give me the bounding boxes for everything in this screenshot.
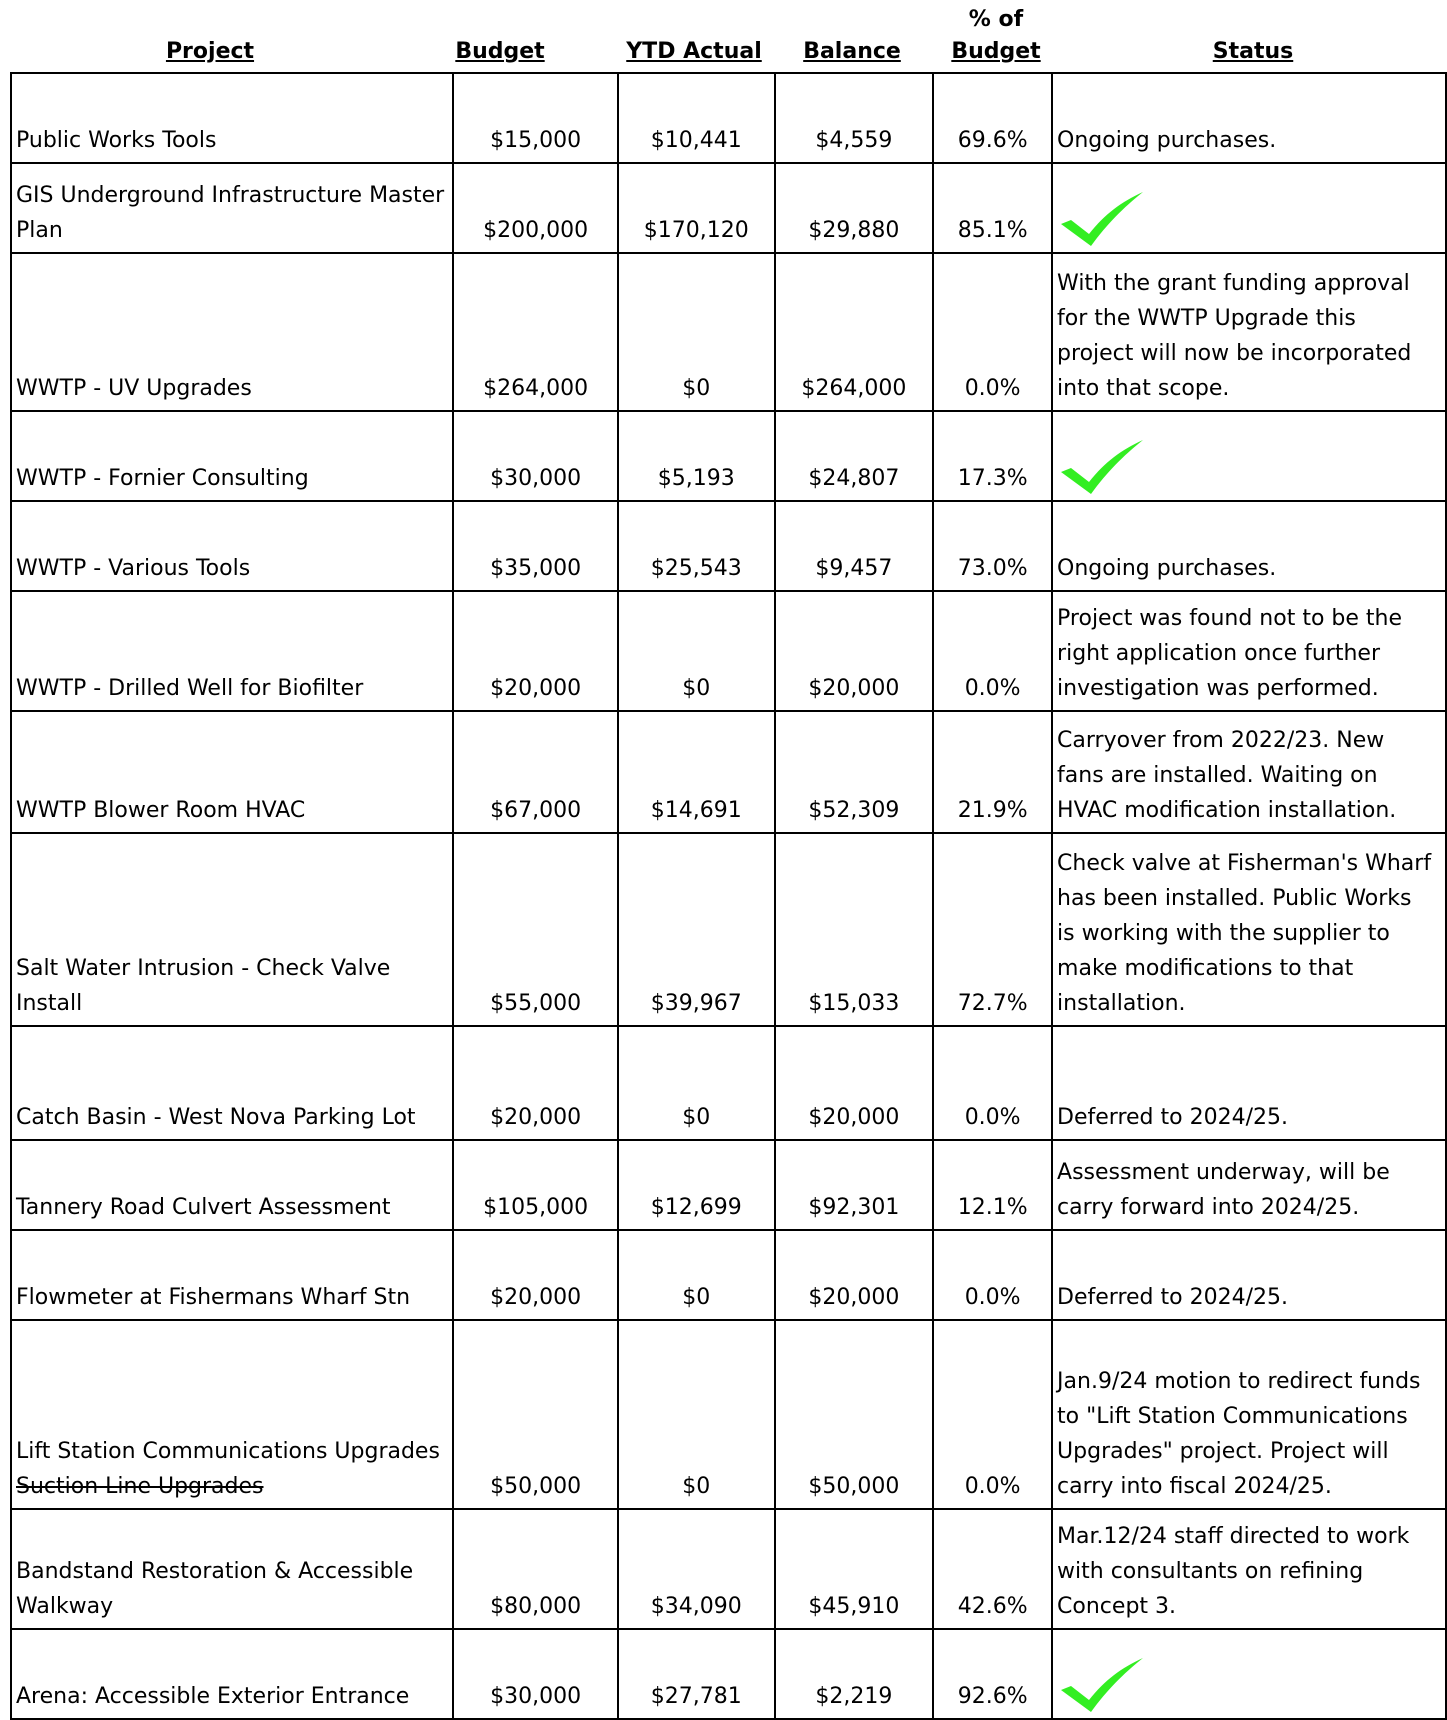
status-line: has been installed. Public Works	[1057, 886, 1412, 911]
checkmark-icon	[1057, 1656, 1147, 1714]
status-cell	[1052, 73, 1446, 163]
project-name-cell	[11, 411, 453, 501]
pct-of-budget-cell: 17.3%	[933, 411, 1052, 501]
checkmark-icon	[1057, 438, 1147, 496]
status-line: Upgrades" project. Project will	[1057, 1439, 1389, 1464]
status-line: carry forward into 2024/25.	[1057, 1195, 1360, 1220]
pct-of-budget-cell: 0.0%	[933, 591, 1052, 711]
pct-of-budget-cell: 12.1%	[933, 1140, 1052, 1230]
header-status: Status	[1212, 39, 1294, 64]
status-cell	[1052, 833, 1446, 1026]
balance-cell: $9,457	[775, 501, 934, 591]
pct-of-budget-cell: 72.7%	[933, 833, 1052, 1026]
project-name-cell	[11, 711, 453, 833]
project-name-cell	[11, 163, 453, 253]
status-line: with consultants on refining	[1057, 1559, 1364, 1584]
status-line: Project was found not to be the	[1057, 606, 1402, 631]
ytd-actual-cell: $0	[618, 253, 775, 411]
status-cell	[1052, 1509, 1446, 1629]
project-name-cell	[11, 1230, 453, 1320]
project-name-cell	[11, 1026, 453, 1140]
budget-cell: $20,000	[453, 1026, 617, 1140]
table-row	[11, 1140, 1446, 1230]
status-line: to "Lift Station Communications	[1057, 1404, 1408, 1429]
pct-of-budget-cell: 0.0%	[933, 1320, 1052, 1509]
project-name-line: Salt Water Intrusion - Check Valve	[16, 956, 391, 981]
header-project: Project	[165, 39, 255, 64]
status-line: project will now be incorporated	[1057, 341, 1412, 366]
status-cell	[1052, 1629, 1446, 1719]
balance-cell: $29,880	[775, 163, 934, 253]
table-row	[11, 1320, 1446, 1509]
project-name-line: Bandstand Restoration & Accessible	[16, 1559, 414, 1584]
project-name-line: WWTP - UV Upgrades	[16, 376, 252, 401]
status-cell	[1052, 253, 1446, 411]
status-cell	[1052, 1230, 1446, 1320]
status-line: Jan.9/24 motion to redirect funds	[1057, 1369, 1421, 1394]
budget-cell: $200,000	[453, 163, 617, 253]
status-line: is working with the supplier to	[1057, 921, 1390, 946]
table-row	[11, 1629, 1446, 1719]
project-name-line: Tannery Road Culvert Assessment	[16, 1195, 391, 1220]
header-ytd-actual: YTD Actual	[626, 39, 762, 64]
status-line: Assessment underway, will be	[1057, 1160, 1390, 1185]
table-row	[11, 253, 1446, 411]
budget-cell: $20,000	[453, 1230, 617, 1320]
balance-cell: $52,309	[775, 711, 934, 833]
balance-cell: $264,000	[775, 253, 934, 411]
budget-cell: $30,000	[453, 1629, 617, 1719]
checkmark-icon	[1057, 190, 1147, 248]
budget-cell: $80,000	[453, 1509, 617, 1629]
budget-cell: $50,000	[453, 1320, 617, 1509]
status-cell	[1052, 711, 1446, 833]
table-row	[11, 163, 1446, 253]
project-name-line: Flowmeter at Fishermans Wharf Stn	[16, 1285, 411, 1310]
budget-cell: $35,000	[453, 501, 617, 591]
ytd-actual-cell: $5,193	[618, 411, 775, 501]
status-line: Carryover from 2022/23. New	[1057, 728, 1385, 753]
pct-of-budget-cell: 21.9%	[933, 711, 1052, 833]
status-line: into that scope.	[1057, 376, 1230, 401]
project-name-line: Catch Basin - West Nova Parking Lot	[16, 1105, 416, 1130]
project-name-cell	[11, 501, 453, 591]
budget-cell: $20,000	[453, 591, 617, 711]
status-line: HVAC modification installation.	[1057, 798, 1397, 823]
ytd-actual-cell: $25,543	[618, 501, 775, 591]
ytd-actual-cell: $39,967	[618, 833, 775, 1026]
table-row	[11, 411, 1446, 501]
table-row	[11, 73, 1446, 163]
balance-cell: $2,219	[775, 1629, 934, 1719]
pct-of-budget-cell: 42.6%	[933, 1509, 1052, 1629]
table-row	[11, 1230, 1446, 1320]
ytd-actual-cell: $0	[618, 1320, 775, 1509]
balance-cell: $24,807	[775, 411, 934, 501]
balance-cell: $20,000	[775, 1230, 934, 1320]
ytd-actual-cell: $0	[618, 591, 775, 711]
header-pct-top: % of	[968, 7, 1024, 32]
status-line: right application once further	[1057, 641, 1380, 666]
balance-cell: $4,559	[775, 73, 934, 163]
pct-of-budget-cell: 0.0%	[933, 1230, 1052, 1320]
project-name-line: GIS Underground Infrastructure Master	[16, 183, 445, 208]
ytd-actual-cell: $27,781	[618, 1629, 775, 1719]
project-name-cell	[11, 1629, 453, 1719]
status-line: Deferred to 2024/25.	[1057, 1285, 1288, 1310]
status-cell	[1052, 1026, 1446, 1140]
status-line: With the grant funding approval	[1057, 271, 1410, 296]
balance-cell: $20,000	[775, 591, 934, 711]
header-balance: Balance	[803, 39, 901, 64]
balance-cell: $50,000	[775, 1320, 934, 1509]
table-row	[11, 501, 1446, 591]
pct-of-budget-cell: 0.0%	[933, 1026, 1052, 1140]
project-name-cell	[11, 253, 453, 411]
status-line: Deferred to 2024/25.	[1057, 1105, 1288, 1130]
project-name-line: Public Works Tools	[16, 128, 217, 153]
status-cell	[1052, 411, 1446, 501]
project-name-line: WWTP - Various Tools	[16, 556, 251, 581]
status-line: investigation was performed.	[1057, 676, 1379, 701]
ytd-actual-cell: $0	[618, 1230, 775, 1320]
pct-of-budget-cell: 0.0%	[933, 253, 1052, 411]
budget-cell: $55,000	[453, 833, 617, 1026]
project-name-cell	[11, 1140, 453, 1230]
status-line: Ongoing purchases.	[1057, 128, 1277, 153]
status-cell	[1052, 501, 1446, 591]
balance-cell: $92,301	[775, 1140, 934, 1230]
status-line: carry into fiscal 2024/25.	[1057, 1474, 1332, 1499]
projects-table-body	[11, 73, 1446, 1719]
project-name-line: Plan	[16, 218, 63, 243]
budget-cell: $105,000	[453, 1140, 617, 1230]
budget-cell: $264,000	[453, 253, 617, 411]
header-budget: Budget	[455, 39, 545, 64]
header-pct-bottom: Budget	[951, 39, 1041, 64]
budget-cell: $30,000	[453, 411, 617, 501]
ytd-actual-cell: $170,120	[618, 163, 775, 253]
ytd-actual-cell: $14,691	[618, 711, 775, 833]
status-line: Ongoing purchases.	[1057, 556, 1277, 581]
project-name-cell	[11, 73, 453, 163]
status-cell	[1052, 1140, 1446, 1230]
balance-cell: $45,910	[775, 1509, 934, 1629]
ytd-actual-cell: $0	[618, 1026, 775, 1140]
balance-cell: $20,000	[775, 1026, 934, 1140]
table-row	[11, 1509, 1446, 1629]
status-line: Check valve at Fisherman's Wharf	[1057, 851, 1432, 876]
table-row	[11, 591, 1446, 711]
projects-table	[10, 72, 1447, 1720]
project-name-line: Arena: Accessible Exterior Entrance	[16, 1684, 410, 1709]
status-line: make modifications to that	[1057, 956, 1354, 981]
ytd-actual-cell: $34,090	[618, 1509, 775, 1629]
table-row	[11, 833, 1446, 1026]
budget-cell: $15,000	[453, 73, 617, 163]
project-name-cell	[11, 1509, 453, 1629]
pct-of-budget-cell: 69.6%	[933, 73, 1052, 163]
project-name-line: WWTP - Fornier Consulting	[16, 466, 309, 491]
status-cell	[1052, 591, 1446, 711]
balance-cell: $15,033	[775, 833, 934, 1026]
status-line: fans are installed. Waiting on	[1057, 763, 1378, 788]
project-name-line: WWTP - Drilled Well for Biofilter	[16, 676, 364, 701]
project-name-cell	[11, 1320, 453, 1509]
status-line: Concept 3.	[1057, 1594, 1177, 1619]
pct-of-budget-cell: 92.6%	[933, 1629, 1052, 1719]
project-name-cell	[11, 833, 453, 1026]
budget-cell: $67,000	[453, 711, 617, 833]
project-name-cell	[11, 591, 453, 711]
ytd-actual-cell: $10,441	[618, 73, 775, 163]
table-row	[11, 1026, 1446, 1140]
project-name-line: WWTP Blower Room HVAC	[16, 798, 306, 823]
project-name-line: Install	[16, 991, 83, 1016]
project-name-line: Walkway	[16, 1594, 114, 1619]
status-line: installation.	[1057, 991, 1186, 1016]
status-line: Mar.12/24 staff directed to work	[1057, 1524, 1410, 1549]
pct-of-budget-cell: 85.1%	[933, 163, 1052, 253]
project-name-struck: Suction Line Upgrades	[16, 1474, 264, 1499]
pct-of-budget-cell: 73.0%	[933, 501, 1052, 591]
table-row	[11, 711, 1446, 833]
status-line: for the WWTP Upgrade this	[1057, 306, 1356, 331]
status-cell	[1052, 1320, 1446, 1509]
status-cell	[1052, 163, 1446, 253]
project-name-line: Lift Station Communications Upgrades	[16, 1439, 440, 1464]
ytd-actual-cell: $12,699	[618, 1140, 775, 1230]
